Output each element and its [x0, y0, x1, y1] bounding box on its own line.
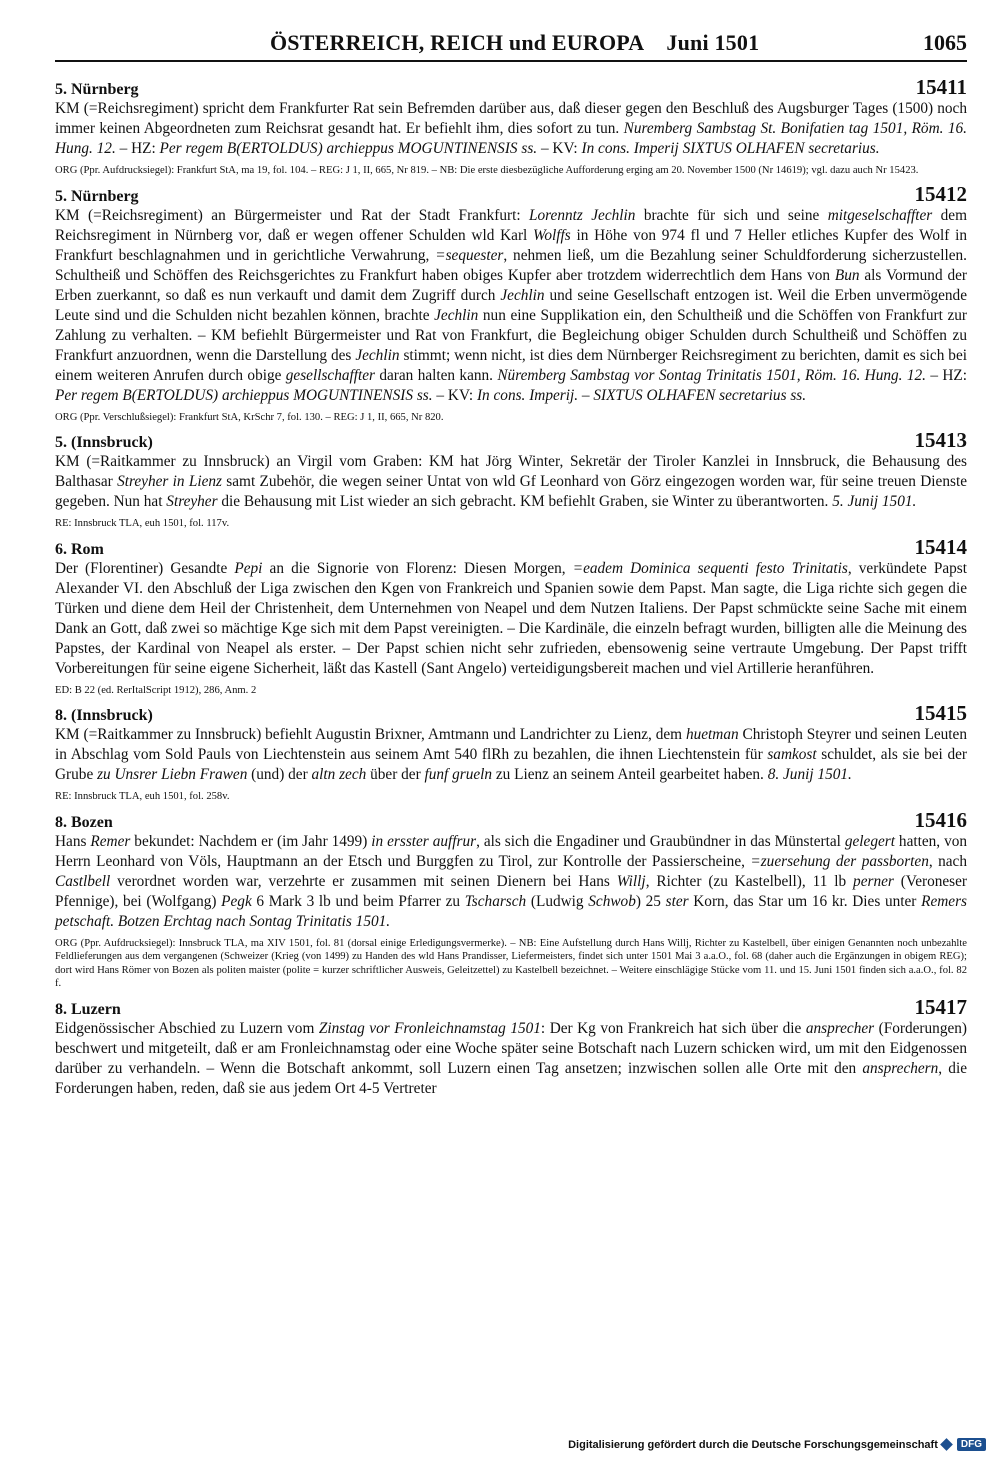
entry-italic-text: =zuersehung der passborten	[750, 852, 929, 870]
entry-body: KM (=Reichsregiment) spricht dem Frankfurter Rat sein Befremden darüber aus, daß dieser gegen den Beschluß des Augsburger Tages (1500) noch immer keinen Abgeordneten zum Reichsrat gesandt hat. Er befiehlt ihm, dies sofort zu tun. Nuremberg Sambstag St. Bonifatien tag 1501, Röm. 16. Hung. 12. – HZ: Per regem B(ERTOLDUS) archieppus MOGUNTINENSIS ss. – KV: In cons. Imperij SIXTUS OLHAFEN secretarius.	[55, 100, 967, 157]
entry-body: KM (=Reichsregiment) an Bürgermeister und Rat der Stadt Frankfurt: Lorenntz Jechlin brachte für sich und seine mitgeselschaffter dem Reichsregiment in Nürnberg vor, daß er wegen offener Schulden wld Karl Wolffs in Höhe von 974 fl und 7 Heller etliches Kupfer des Wolf in Frankfurt beschlagnahmen und in gerichtliche Verwahrung, =sequester, nehmen ließ, um die Bezahlung seiner Schuldforderung sicherzustellen. Schultheiß und Schöffen des Reichsgerichtes zu Frankfurt haben obiges Kupfer aber trotzdem widerrechtlich dem Hans von Bun als Vormund der Erben zuerkannt, so daß es nun verkauft und damit dem Zugriff durch Jechlin und seine Gesellschaft entzogen ist. Weil die Erben unvermögende Leute sind und die Schulden nicht bezahlen können, brachte Jechlin nun eine Supplikation ein, den Schultheiß und die Schöffen von Frankfurt zur Zahlung zu verhalten. – KM befiehlt Bürgermeister und Rat von Frankfurt, die Begleichung obiger Schulden durch Schultheiß und Schöffen zu Frankfurt anzuordnen, wenn die Darstellung des Jechlin stimmt; wenn nicht, ist dies dem Nürnberger Reichsregiment zu berichten, damit es sich bei einem weiteren Anrufen durch obige gesellschaffter daran halten kann. Nüremberg Sambstag vor Sontag Trinitatis 1501, Röm. 16. Hung. 12. – HZ: Per regem B(ERTOLDUS) archieppus MOGUNTINENSIS ss. – KV: In cons. Imperij. – SIXTUS OLHAFEN secretarius ss.	[55, 206, 968, 404]
entry-italic-text: Tscharsch	[464, 892, 527, 910]
entry-date-place: 8. Luzern	[55, 1000, 121, 1018]
entry-heading	[55, 534, 967, 559]
footer-text: Digitalisierung gefördert durch die Deutsche Forschungsgemeinschaft	[568, 1438, 938, 1451]
entry-number: 15417	[914, 994, 967, 1019]
entry-italic-text: Streyher in Lienz	[117, 473, 222, 490]
entry-italic-text: Remers petschaft. Botzen Erchtag nach Sontag Trinitatis 1501.	[55, 892, 967, 930]
entry-italic-text: samkost	[767, 746, 817, 763]
document-entry	[55, 701, 967, 804]
entry-heading	[55, 807, 967, 832]
entry-italic-text: Willj	[616, 872, 646, 890]
entry-source-note: RE: Innsbruck TLA, euh 1501, fol. 258v.	[55, 791, 230, 802]
header-title	[270, 30, 759, 56]
entry-body: Eidgenössischer Abschied zu Luzern vom Zinstag vor Fronleichnamstag 1501: Der Kg von Frankreich hat sich über die ansprecher (Forderungen) beschwert und mitgeteilt, daß er am Fronleichnamstag oder eine Woche später seine Botschaft nach Luzern schicken wird, um mit den Eidgenossen darüber zu verhandeln. – Wenn die Botschaft ankommt, soll Luzern einen Tag ansetzen; inzwischen sollen alle Orte mit den ansprechern, die Forderungen haben, reden, daß sie aus jedem Ort 4-5 Vertreter	[55, 1019, 967, 1097]
entry-italic-text: 5. Junij 1501.	[832, 493, 917, 510]
entry-heading	[55, 701, 967, 725]
entry-italic-text: In cons. Imperij SIXTUS OLHAFEN secretarius.	[581, 140, 880, 157]
dfg-logo: DFG	[957, 1438, 986, 1451]
entry-italic-text: Lorenntz Jechlin	[529, 206, 636, 224]
entry-italic-text: huetman	[685, 726, 739, 743]
document-entry	[55, 181, 968, 425]
entry-italic-text: ansprechern	[862, 1059, 939, 1077]
entry-italic-text: perner	[853, 872, 894, 890]
entry-italic-text: Pepi	[234, 559, 263, 577]
entry-date-place: 5. Nürnberg	[55, 81, 139, 98]
entry-source-note: ED: B 22 (ed. RerItalScript 1912), 286, Anm. 2	[55, 684, 257, 696]
entry-italic-text: In cons. Imperij. – SIXTUS OLHAFEN secretarius ss.	[476, 386, 807, 404]
entry-number: 15413	[914, 428, 967, 452]
entry-italic-text: Jechlin	[355, 346, 400, 364]
entry-italic-text: Jechlin	[500, 286, 545, 304]
entry-italic-text: Remer	[90, 832, 131, 850]
entry-italic-text: mitgeselschaffter	[827, 206, 933, 224]
entry-italic-text: Jechlin	[434, 306, 479, 324]
entry-date-place: 8. (Innsbruck)	[55, 707, 153, 724]
document-entry	[55, 534, 968, 698]
entry-heading	[55, 428, 967, 452]
entry-date-place: 5. (Innsbruck)	[55, 434, 153, 451]
dfg-diamond-icon	[940, 1438, 953, 1451]
entry-italic-text: Nuremberg Sambstag St. Bonifatien tag 1501, Röm. 16. Hung. 12.	[55, 120, 967, 157]
entry-italic-text: Per regem B(ERTOLDUS) archieppus MOGUNTINENSIS ss.	[55, 386, 433, 404]
entry-source-note: RE: Innsbruck TLA, euh 1501, fol. 117v.	[55, 518, 230, 529]
entry-source-note: ORG (Ppr. Aufdrucksiegel): Innsbruck TLA, ma XIV 1501, fol. 81 (dorsal einige Erledigungsvermerke). – NB: Eine Aufstellung durch Hans Willj, Richter zu Kastelbell, über einigen Genannten noch unbezahlte Feldlieferungen aus dem vergangenen (Schweizer (Krieg (von 1499) zu Handen des wld Hans Prandisser, Liefermeisters, findet sich unter 1501 Mai 3 a.a.O., fol. 68 (daher auch die Ergänzungen in obigem REG); dort wird Hans Römer von Bozen als politen maister (polite = kurzer schriftlicher Ausweis, Geleitzettel) zu Kastelbell bezeichnet. – Weitere einschlägige Stücke vom 11. und 15. Juni 1501 finden sich a.a.O., fol. 82 f.	[55, 937, 967, 989]
entry-italic-text: =eadem Dominica sequenti festo Trinitatis	[572, 559, 848, 577]
entry-italic-text: =sequester	[435, 246, 504, 264]
entry-italic-text: Bun	[834, 266, 860, 284]
document-entry	[55, 75, 967, 178]
entry-heading	[55, 181, 967, 206]
document-entry	[55, 807, 968, 991]
entry-italic-text: Wolffs	[533, 226, 571, 244]
entry-italic-text: Schwob	[588, 892, 636, 910]
entry-italic-text: gesellschaffter	[285, 366, 375, 384]
entry-source-note: ORG (Ppr. Verschlußsiegel): Frankfurt StA, KrSchr 7, fol. 130. – REG: J 1, II, 665, Nr 820.	[55, 411, 444, 423]
entry-body: Der (Florentiner) Gesandte Pepi an die Signorie von Florenz: Diesen Morgen, =eadem Dominica sequenti festo Trinitatis, verkündete Papst Alexander VI. den Abschluß der Liga zwischen den Kgen von Frankreich und Spanien sowie dem Papst. Man sagte, die Liga richte sich gegen die Türken und diene dem Heil der Christenheit, dem Unternehmen von Neapel und dem Nutzen Italiens. Der Papst schmückte seine Sache mit einem Dank an Gott, daß zwei so mächtige Kge sich mit dem Papst vereinigten. – Die Kardinäle, die einzeln befragt wurden, billigten alle die Meinung des Papstes, der Kardinal von Neapel als erster. – Der Papst schien nicht sehr zufrieden, ebensowenig seine vertraute Umgebung. Der Papst trifft Vorbereitungen für seine eigene Sicherheit, läßt das Kastell (Sant Angelo) verteidigungsbereit machen und viel Artillerie heranführen.	[55, 559, 968, 677]
page-number: 1065	[923, 30, 967, 55]
entry-italic-text: Pegk	[221, 892, 252, 910]
entry-source-note: ORG (Ppr. Aufdrucksiegel): Frankfurt StA, ma 19, fol. 104. – REG: J 1, II, 665, Nr 819. – NB: Die erste diesbezügliche Aufforderung erging am 20. November 1500 (Nr 14619); vgl. dazu auch Nr 15423.	[55, 165, 919, 176]
document-entry	[55, 994, 967, 1099]
entry-date-place: 6. Rom	[55, 540, 104, 558]
entry-date-place: 8. Bozen	[55, 813, 113, 831]
entry-date-place: 5. Nürnberg	[55, 187, 139, 205]
entry-italic-text: Per regem B(ERTOLDUS) archieppus MOGUNTINENSIS ss.	[159, 140, 538, 157]
running-header	[55, 30, 967, 62]
entries-list	[55, 75, 968, 1099]
entry-number: 15411	[915, 75, 967, 99]
entry-body: KM (=Raitkammer zu Innsbruck) an Virgil vom Graben: KM hat Jörg Winter, Sekretär der Tiroler Kanzlei in Innsbruck, die Behausung des Balthasar Streyher in Lienz samt Zubehör, die wegen seiner Untat von wld Gf Leonhard von Görz eingezogen worden war, für seine treuen Dienste gegeben. Nun hat Streyher die Behausung mit List wieder an sich gebracht. KM befiehlt Graben, sie Winter zu überantworten. 5. Junij 1501.	[55, 453, 967, 510]
entry-body: KM (=Raitkammer zu Innsbruck) befiehlt Augustin Brixner, Amtmann und Landrichter zu Lienz, dem huetman Christoph Steyrer und seinen Leuten in Abschlag vom Sold Pauls von Liechtenstein aus seinem Amt 540 flRh zu bezahlen, die ihnen Liechtenstein für samkost schuldet, als sie bei der Grube zu Unsrer Liebn Frawen (und) der altn zech über der funf grueln zu Lienz an seinem Anteil gearbeitet haben. 8. Junij 1501.	[55, 726, 967, 783]
entry-italic-text: Castlbell	[55, 872, 111, 890]
entry-italic-text: gelegert	[844, 832, 895, 850]
entry-italic-text: zu Unsrer Liebn Frawen	[97, 766, 248, 783]
entry-number: 15416	[914, 807, 967, 832]
entry-italic-text: ster	[665, 892, 689, 910]
entry-number: 15415	[914, 701, 967, 725]
entry-number: 15412	[914, 181, 967, 206]
header-title-text: ÖSTERREICH, REICH und EUROPA	[270, 30, 645, 55]
entry-heading	[55, 994, 967, 1019]
entry-italic-text: altn zech	[311, 766, 367, 783]
document-page	[55, 30, 967, 1106]
entry-italic-text: Zinstag vor Fronleichnamstag 1501	[318, 1019, 541, 1037]
footer-credit	[568, 1438, 986, 1451]
entry-body: Hans Remer bekundet: Nachdem er (im Jahr 1499) in ersster auffrur, als sich die Engadiner und Graubündner in das Münstertal gelegert hatten, von Herrn Leonhard von Völs, Hauptmann an der Etsch und Burggfen zu Tirol, zur Kontrolle der Passierscheine, =zuersehung der passborten, nach Castlbell verordnet worden war, verzehrte er zusammen mit seinen Dienern bei Hans Willj, Richter (zu Kastelbell), 11 lb perner (Veroneser Pfennige), bei (Wolfgang) Pegk 6 Mark 3 lb und beim Pfarrer zu Tscharsch (Ludwig Schwob) 25 ster Korn, das Star um 16 kr. Dies unter Remers petschaft. Botzen Erchtag nach Sontag Trinitatis 1501.	[55, 832, 968, 930]
entry-italic-text: funf grueln	[424, 766, 493, 783]
entry-number: 15414	[914, 534, 967, 559]
entry-heading	[55, 75, 967, 99]
entry-italic-text: in ersster auffrur	[371, 832, 477, 850]
entry-italic-text: Streyher	[166, 493, 218, 510]
entry-italic-text: Nüremberg Sambstag vor Sontag Trinitatis 1501, Röm. 16. Hung. 12.	[497, 366, 926, 384]
entry-italic-text: 8. Junij 1501.	[767, 766, 852, 783]
document-entry	[55, 428, 967, 531]
header-month: Juni 1501	[666, 30, 760, 55]
entry-italic-text: ansprecher	[805, 1019, 875, 1037]
